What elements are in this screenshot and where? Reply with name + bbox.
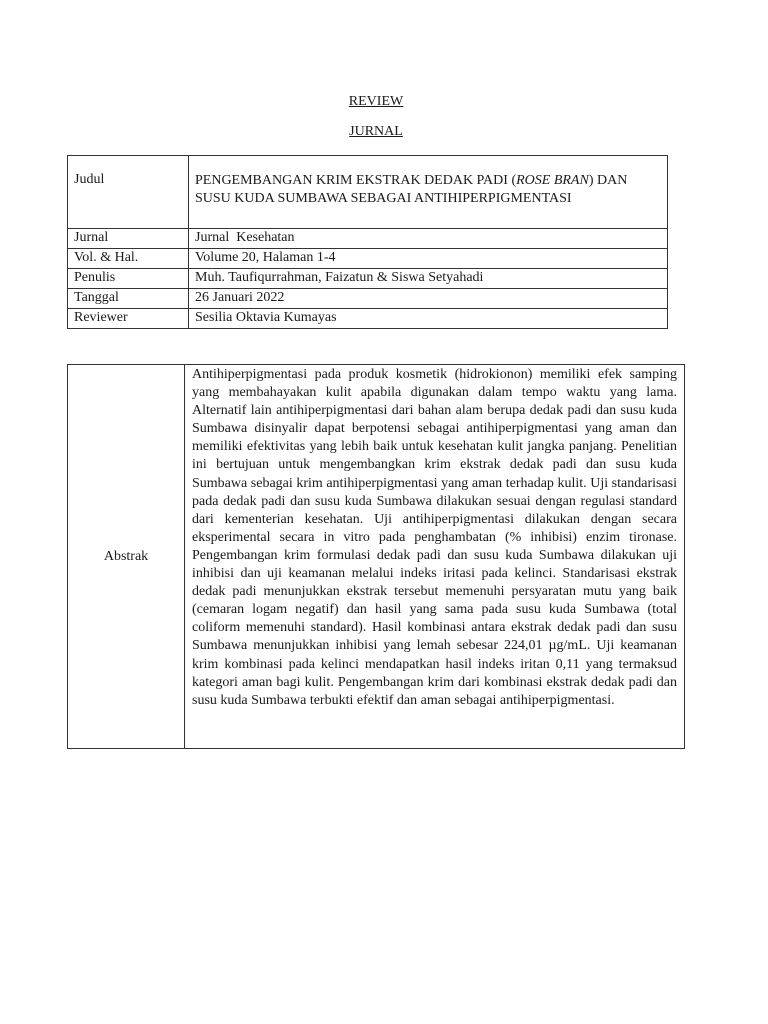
judul-text-part1: PENGEMBANGAN KRIM EKSTRAK DEDAK PADI ( — [195, 173, 517, 188]
jurnal-label: Jurnal — [68, 229, 189, 249]
judul-label: Judul — [68, 156, 189, 229]
judul-value — [189, 156, 668, 229]
table-row — [68, 289, 668, 309]
abstrak-label: Abstrak — [68, 365, 185, 749]
review-heading: REVIEW — [348, 94, 404, 109]
reviewer-label: Reviewer — [68, 309, 189, 329]
journal-info-table — [67, 155, 668, 329]
table-row — [68, 309, 668, 329]
penulis-label: Penulis — [68, 269, 189, 289]
jurnal-heading: JURNAL — [349, 124, 403, 139]
abstrak-text: Antihiperpigmentasi pada produk kosmetik (hidrokionon) memiliki efek samping yang membahayakan kulit apabila digunakan dalam tempo waktu yang lama. Alternatif lain antihiperpigmentasi dari bahan alam berupa dedak padi dan susu kuda Sumbawa disinyalir dapat berpotensi sebagai antihiperpigmentasi yang aman dan memiliki efektivitas yang lebih baik untuk kesehatan kulit jangka panjang. Penelitian ini bertujuan untuk mengembangkan krim ekstrak dedak padi dan susu kuda Sumbawa sebagai krim antihiperpigmentasi yang aman terhadap kulit. Uji standarisasi pada dedak padi dan susu kuda Sumbawa dilakukan sesuai dengan regulasi standard dari kementerian kesehatan. Uji antihiperpigmentasi dilakukan dengan secara eksperimental secara in vitro pada penghambatan (% inhibisi) enzim tironase. Pengembangan krim formulasi dedak padi dan susu kuda Sumbawa dilakukan uji inhibisi dan uji keamanan melalui indeks iritasi pada kelinci. Standarisasi ekstrak dedak padi menunjukkan ekstrak tersebut memenuhi persyaratan mutu yang baik (cemaran logam negatif) dan hasil yang sama pada susu kuda Sumbawa (total coliform memenuhi standard). Hasil kombinasi antara ekstrak dedak padi dan susu Sumbawa menunjukkan inhibisi yang lemah sebesar 224,01 µg/mL. Uji keamanan krim kombinasi pada kelinci mendapatkan hasil indeks iritan 0,11 yang termaksud kategori aman bagi kulit. Pengembangan krim dari kombinasi ekstrak dedak padi dan susu kuda Sumbawa terbukti efektif dan aman sebagai antihiperpigmentasi. — [185, 365, 685, 749]
table-row — [68, 269, 668, 289]
judul-text-part2: ) DAN SUSU KUDA SUMBAWA SEBAGAI ANTIHIPERPIGMENTASI — [195, 173, 628, 206]
jurnal-value: Jurnal Kesehatan — [189, 229, 668, 249]
vol-label: Vol. & Hal. — [68, 249, 189, 269]
tanggal-value: 26 Januari 2022 — [189, 289, 668, 309]
reviewer-value: Sesilia Oktavia Kumayas — [189, 309, 668, 329]
tanggal-label: Tanggal — [68, 289, 189, 309]
table-row — [68, 229, 668, 249]
vol-value: Volume 20, Halaman 1-4 — [189, 249, 668, 269]
judul-text-italic: ROSE BRAN — [516, 173, 589, 188]
abstract-table — [67, 364, 685, 749]
table-row — [68, 365, 685, 749]
penulis-value: Muh. Taufiqurrahman, Faizatun & Siswa Setyahadi — [189, 269, 668, 289]
table-row — [68, 249, 668, 269]
table-row — [68, 156, 668, 229]
